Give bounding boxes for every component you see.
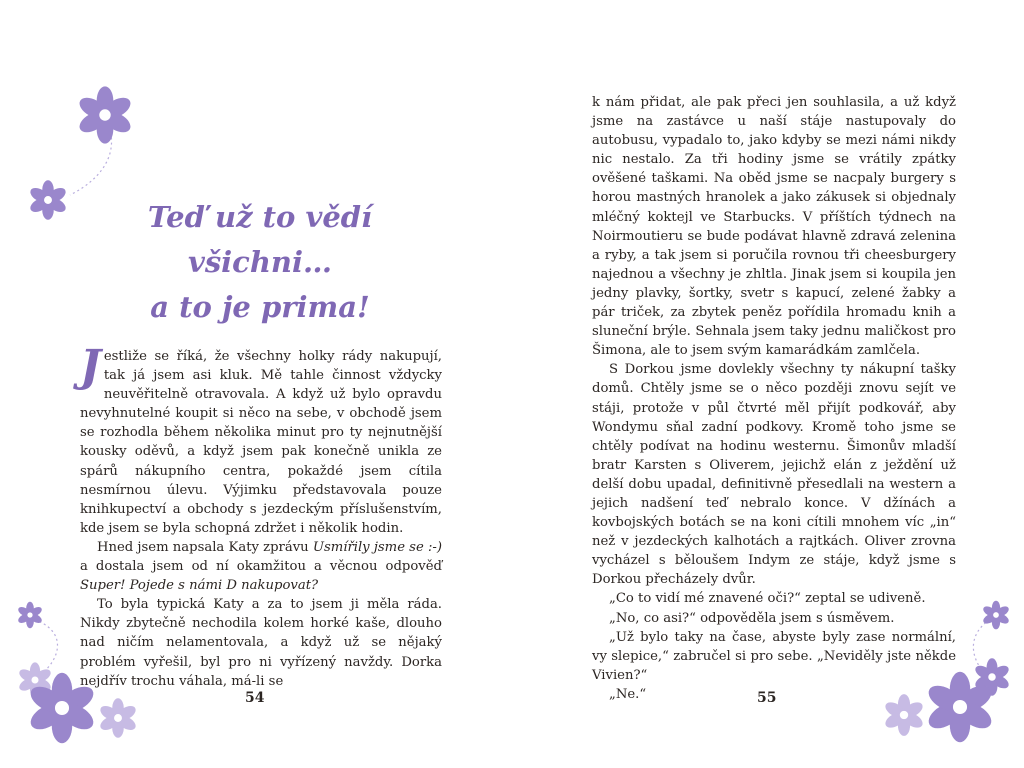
paragraph: S Dorkou jsme dovlekly všechny ty nákupní tašky domů. Chtěly jsme se o něco později znovu sejít ve stáji, protože v půl čtvrté měl přijít podkovář, aby Wondymu sňal zadní podkovy. Kromě toho jsme se chtěly podívat na hodinu westernu. Šimonův mladší bratr Karsten s Oliverem, jejichž elán z ježdění už delší dobu upadal, definitivně přesedlali na western a jejich nadšení teď nebralo konce. V džínách a kovbojských botách se na koni cítili mnohem víc „in“ než v jezdeckých kalhotách a rajtkách. Oliver zrovna vycházel s běloušem Indym ze stáje, když jsme s Dorkou přecházely dvůr.	[592, 362, 956, 588]
paragraph: „Co to vidí mé znavené oči?“ zeptal se udiveně.	[609, 591, 926, 607]
right-page	[512, 0, 1024, 768]
paragraph: Jestliže se říká, že všechny holky rády nakupují, tak já jsem asi kluk. Mě tahle činnost vždycky neuvěřitelně otravovala. A když už bylo opravdu nevyhnutelné koupit si něco na sebe, v obchodě jsem se rozhodla během několika minut pro ty nejnutnější kousky oděvů, a když jsem pak konečně unikla ze spárů nákupního centra, pokaždé jsem cítila nesmírnou úlevu. Výjimku představovala pouze knihkupectví a obchody s jezdeckým příslušenstvím, kde jsem se byla schopná zdržet i několik hodin.	[80, 341, 442, 536]
flower-icon	[98, 698, 138, 738]
page-number: 55	[757, 690, 777, 706]
flower-vine-decoration	[0, 600, 160, 768]
paragraph: „No, co asi?“ odpověděla jsem s úsměvem.	[609, 610, 895, 626]
paragraph: „Už bylo taky na čase, abyste byly zase normální, vy slepice,“ zabručel si pro sebe. „Neviděly jste někde Vivien?“	[592, 629, 956, 683]
page-number: 54	[245, 690, 265, 706]
flower-icon	[28, 180, 68, 220]
flower-icon	[883, 694, 925, 736]
flower-icon	[76, 86, 134, 143]
drop-cap: J	[80, 341, 101, 392]
paragraph: „Ne.“	[609, 686, 647, 702]
flower-icon	[17, 602, 44, 628]
flower-icon	[982, 601, 1011, 630]
flower-vine-decoration	[872, 595, 1024, 768]
chapter-title-line-1: Teď už to vědí všichni…	[147, 200, 373, 279]
paragraph: To byla typická Katy a za to jsem ji měla ráda. Nikdy zbytečně nechodila kolem horké kaše, dlouho nad ničím nelamentovala, a když už se nějaký problém vyřešil, byl pro ni vyřízený navždy. Dorka nejdřív trochu váhala, má-li se	[80, 597, 442, 689]
chapter-title-line-2: a to je prima!	[150, 290, 370, 324]
paragraph: k nám přidat, ale pak přeci jen souhlasila, a už když jsme na zastávce u naší stáje nastupovaly do autobusu, vypadalo to, jako kdyby se mezi námi nikdy nic nestalo. Za tři hodiny jsme se vrátily zpátky ověšené taškami. Na oběd jsme se nacpaly burgery s horou mastných hranolek a jako zákusek si objednaly mléčný koktejl ve Starbucks. V příštích týdnech na Noirmoutieru se bude podávat hlavně zdravá zelenina a ryby, a tak jsem si poručila rovnou tři cheesburgery najednou a všechny je zhltla. Jinak jsem si koupila jen jedny plavky, šortky, svetr s kapucí, zelené žabky a pár triček, za zbytek peněz pořídila hromadu knih a sluneční brýle. Sehnala jsem taky jednu maličkost pro Šimona, ale to jsem svým kamarádkám zamlčela.	[592, 95, 956, 359]
chapter-title	[80, 195, 440, 330]
paragraph: Hned jsem napsala Katy zprávu Usmířily jsme se :-) a dostala jsem od ní okamžitou a věcnou odpověď Super! Pojede s námi D nakupovat?	[80, 539, 442, 594]
